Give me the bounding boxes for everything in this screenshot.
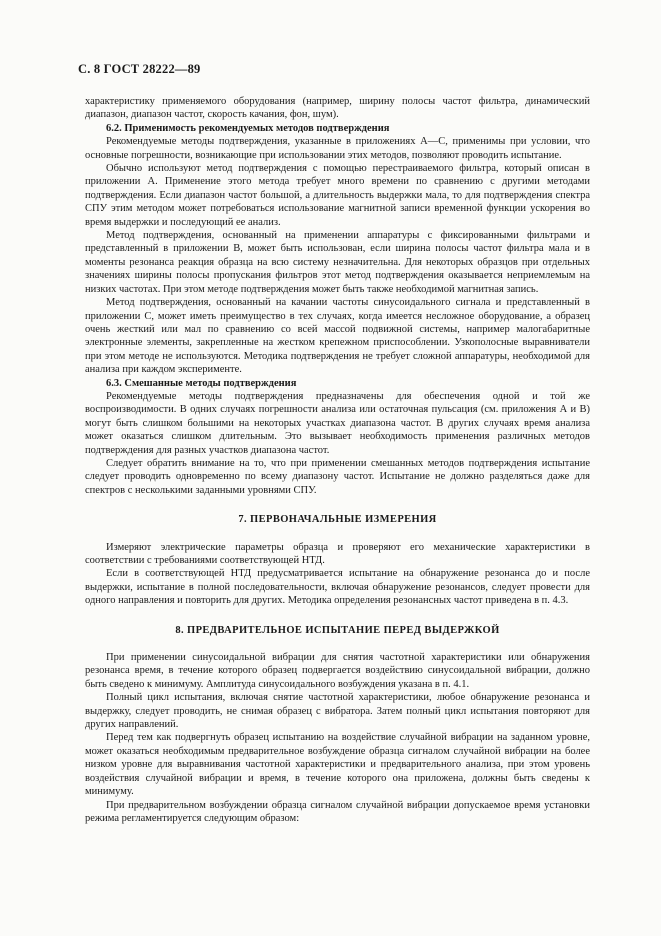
- subsection-heading: 6.3. Смешанные методы подтверждения: [106, 377, 297, 389]
- paragraph: Полный цикл испытания, включая снятие частотной характеристики, любое обнаружение резонанса и выдержку, следует проводить, не снимая образец с вибратора. Затем полный цикл испытания повторяют для других направлений.: [85, 692, 590, 731]
- paragraph: Рекомендуемые методы подтверждения предназначены для обеспечения одной и той же воспроизводимости. В одних случаях погрешности анализа или остаточная пульсация (см. приложения А и В) могут быть слишком большими на некоторых участках диапазона частот. В других случаях время анализа может оказаться слишком длительным. Это вызывает необходимость применения различных методов подтверждения для разных участков диапазона частот.: [85, 390, 590, 456]
- paragraph: Перед тем как подвергнуть образец испытанию на воздействие случайной вибрации на заданном уровне, может оказаться необходимым предварительное возбуждение образца сигналом случайной вибрации на более низком уровне для выравнивания частотной характеристики и предварительного анализа, при этом уровень воздействия случайной вибрации и время, в течение которого она приложена, должны быть сведены к минимуму.: [85, 732, 590, 798]
- section-heading: 8. ПРЕДВАРИТЕЛЬНОЕ ИСПЫТАНИЕ ПЕРЕД ВЫДЕРЖКОЙ: [175, 624, 500, 636]
- paragraph: При применении синусоидальной вибрации для снятия частотной характеристики или обнаружения резонанса время, в течение которого образец подвергается воздействию синусоидальной вибрации, должно быть сведено к минимуму. Амплитуда синусоидального возбуждения указана в п. 4.1.: [85, 652, 590, 690]
- paragraph: Измеряют электрические параметры образца и проверяют его механические характеристики в соответствии с требованиями соответствующей НТД.: [85, 541, 590, 566]
- paragraph: Метод подтверждения, основанный на применении аппаратуры с фиксированными фильтрами и представленный в приложении В, может быть использован, если ширина полосы частот фильтра мала и в моменты резонанса реакция образца на всю систему незначительна. Для некоторых образцов при отдельных значениях ширины полосы пропускания фильтров этот метод подтверждения оказывается неприемлемым на низких частотах. При этом методе подтверждения может быть также необходимой магнитная запись.: [85, 230, 590, 295]
- subsection-heading: 6.2. Применимость рекомендуемых методов подтверждения: [106, 122, 390, 134]
- paragraph: Метод подтверждения, основанный на качании частоты синусоидального сигнала и представленный в приложении С, может иметь преимущество в тех случаях, когда имеется несложное оборудование, а образец очень жесткий или мал по сравнению со всей массой подвижной системы, например малогабаритные электронные элементы, закрепленные на жестком крепежном приспособлении. Узкополосные выравниватели при этом методе не используются. Методика подтверждения не требует сложной аппаратуры, необходимой для анализа при каждом эксперименте.: [85, 297, 590, 376]
- paragraph: Обычно используют метод подтверждения с помощью перестраиваемого фильтра, который описан в приложении А. Применение этого метода требует много времени по сравнению с другими методами подтверждения. Если диапазон частот большой, а длительность выдержки мала, то для подтверждения спектра СПУ этим методом может потребоваться использование магнитной записи временной функции ускорения во время выдержки и последующий ее анализ.: [85, 163, 590, 228]
- paragraph: Рекомендуемые методы подтверждения, указанные в приложениях А—С, применимы при условии, что основные погрешности, возникающие при использовании этих методов, позволяют проводить испытание.: [85, 136, 590, 161]
- paragraph: Следует обратить внимание на то, что при применении смешанных методов подтверждения испытание следует проводить одновременно по всему диапазону частот. Испытание не должно разделяться даже для спектров с несколькими заданными уровнями СПУ.: [85, 457, 590, 496]
- page-body: [85, 95, 590, 825]
- page-header: С. 8 ГОСТ 28222—89: [78, 62, 201, 76]
- paragraph: характеристику применяемого оборудования (например, ширину полосы частот фильтра, динамический диапазон, диапазон частот, скорость качания, фон, шум).: [85, 96, 590, 121]
- paragraph: Если в соответствующей НТД предусматривается испытание на обнаружение резонанса до и после выдержки, испытание в полной последовательности, включая обнаружение резонансов, следует провести для одного направления и повторить для других. Методика определения резонансных частот приведена в п. 4.3.: [85, 568, 590, 607]
- paragraph: При предварительном возбуждении образца сигналом случайной вибрации допускаемое время установки режима регламентируется следующим образом:: [85, 799, 590, 824]
- section-heading: 7. ПЕРВОНАЧАЛЬНЫЕ ИЗМЕРЕНИЯ: [238, 514, 437, 526]
